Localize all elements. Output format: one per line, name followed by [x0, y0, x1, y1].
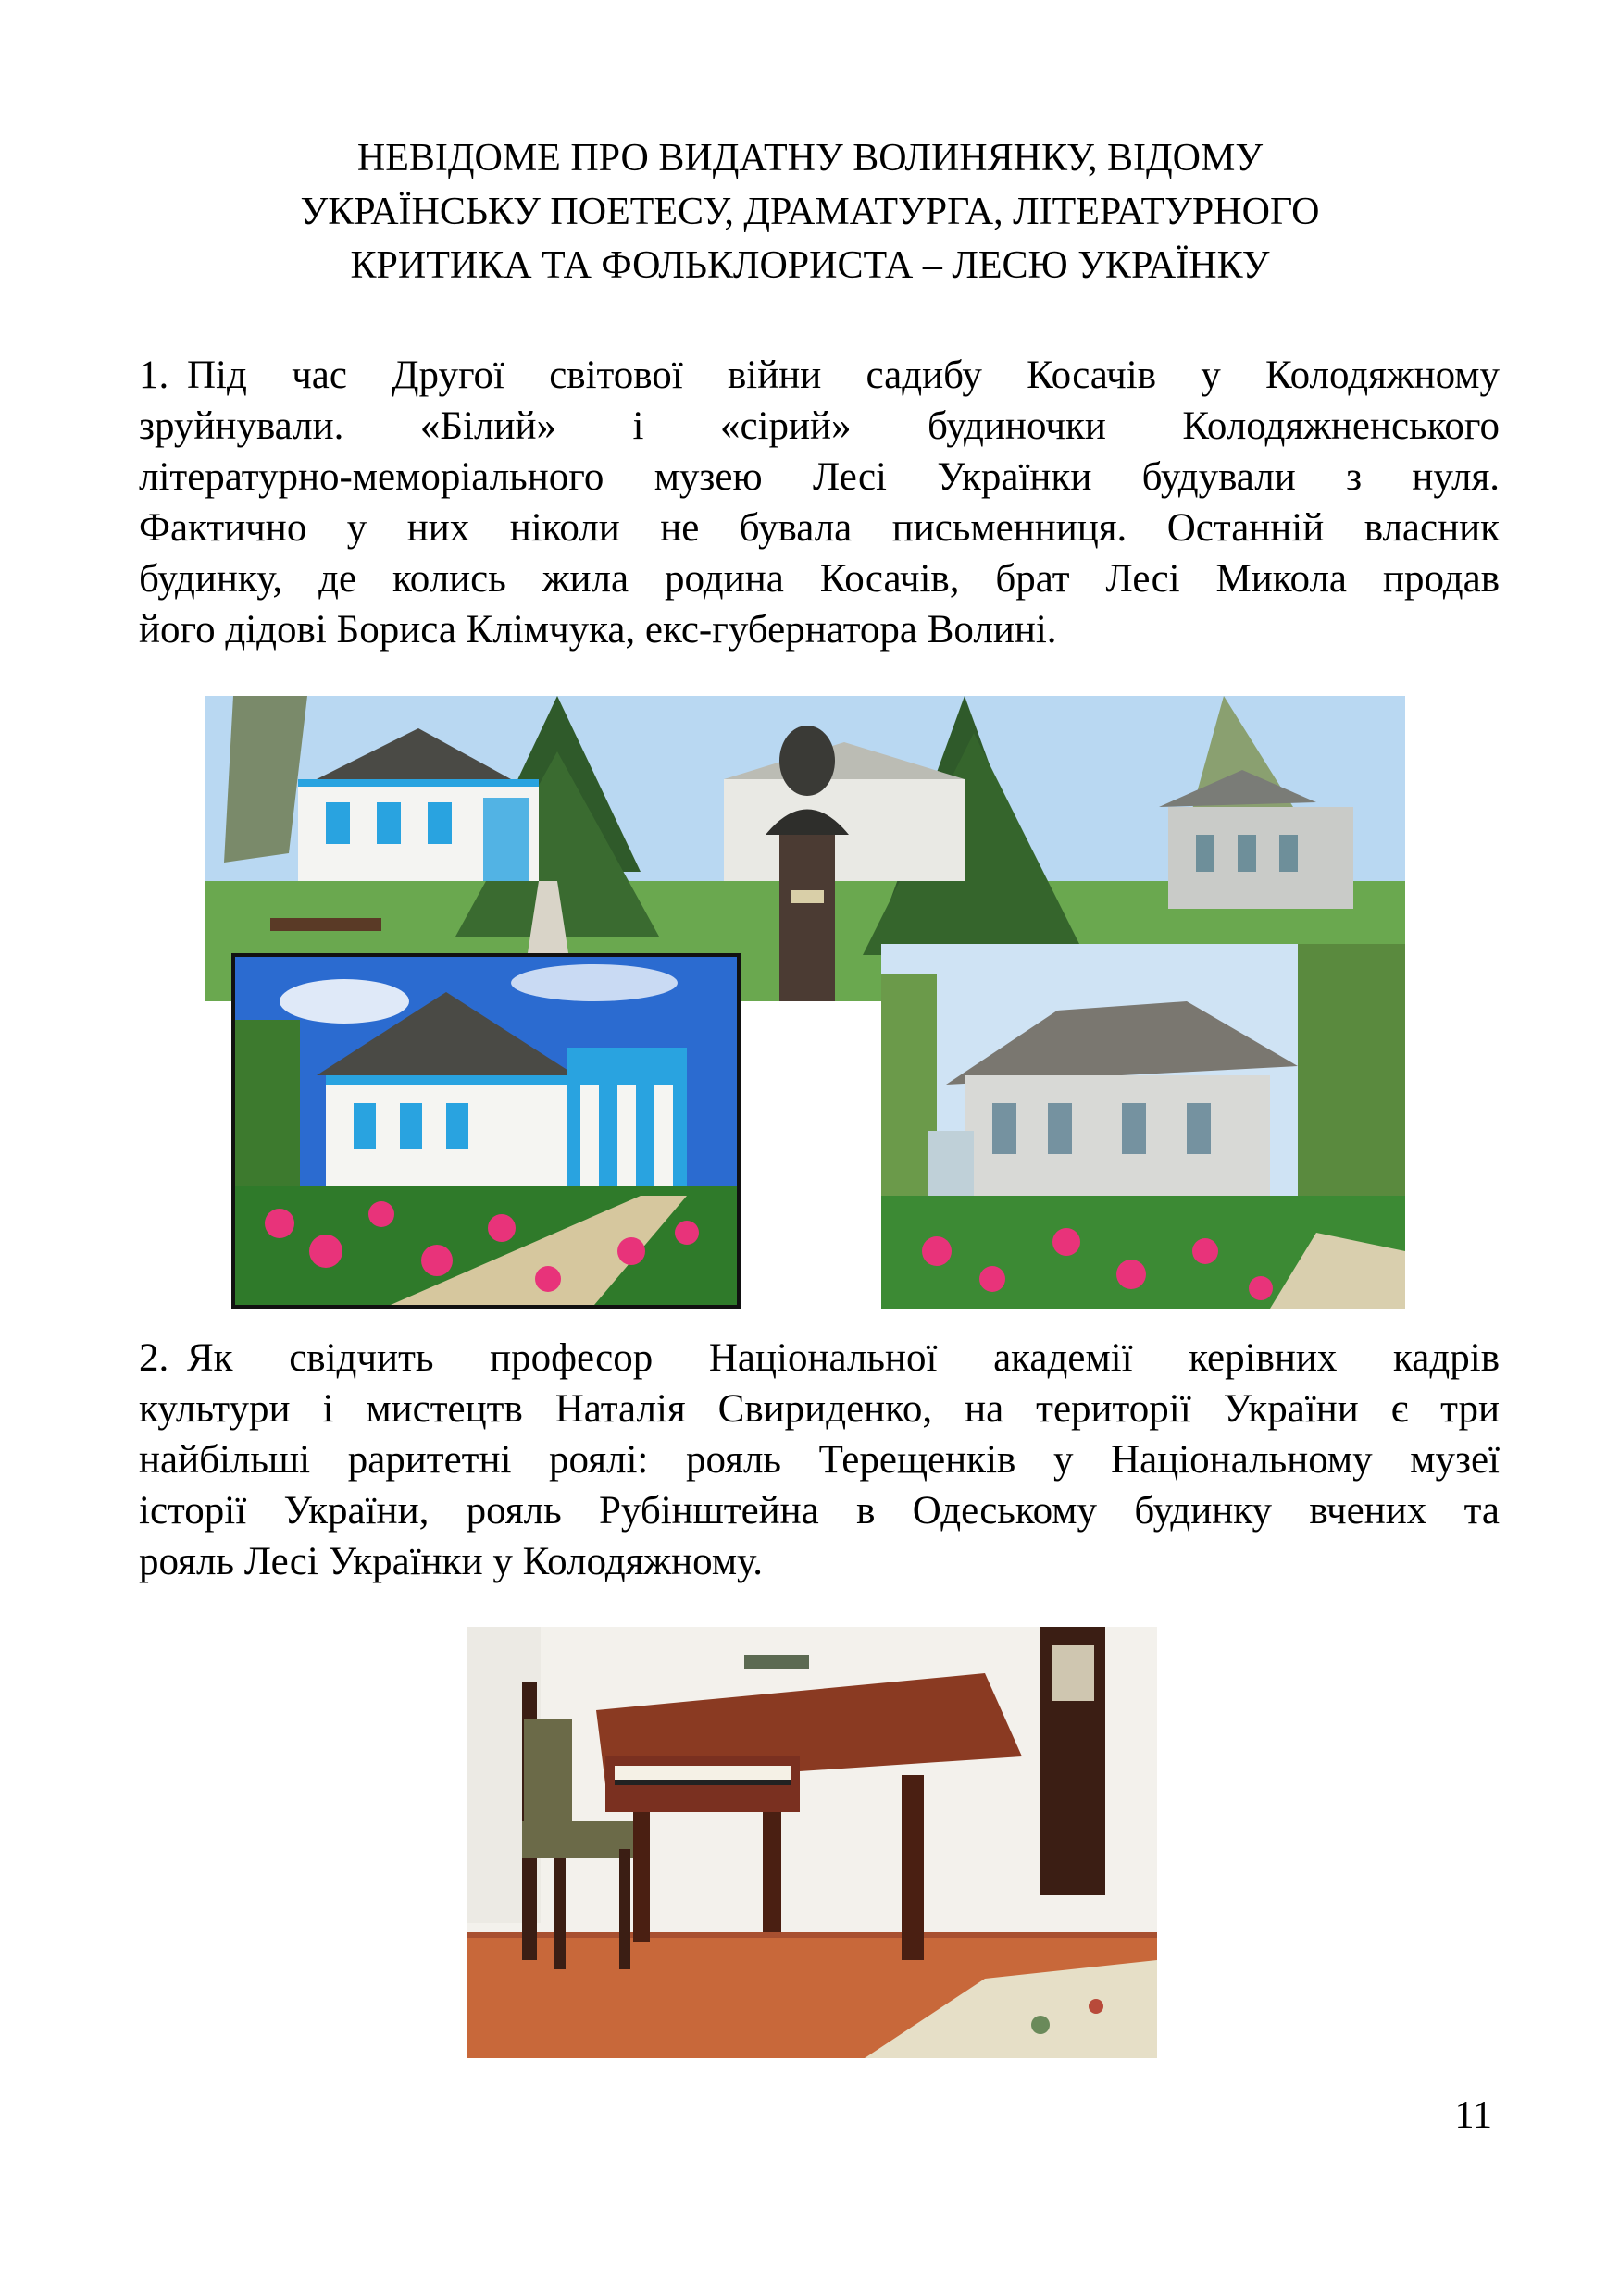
- page-number: 11: [1454, 2094, 1492, 2137]
- fact-2-line-3: найбільші раритетні роялі: рояль Терещенків у Національному музеї: [139, 1438, 1500, 1482]
- museum-estate-photo-collage: [205, 696, 1405, 1309]
- fact-1-line-1: 1. Під час Другої світової війни садибу Косачів у Колодяжному: [139, 350, 1500, 401]
- page-title: [139, 131, 1481, 292]
- fact-1-line-3: літературно-меморіального музею Лесі Українки будували з нуля.: [139, 455, 1500, 499]
- fact-1-number: 1.: [139, 354, 169, 397]
- fact-2-line-2: культури і мистецтв Наталія Свириденко, на території України є три: [139, 1387, 1500, 1431]
- title-line-2: УКРАЇНСЬКУ ПОЕТЕСУ, ДРАМАТУРГА, ЛІТЕРАТУРНОГО: [300, 191, 1320, 233]
- fact-1-line-6: його дідові Бориса Клімчука, екс-губернатора Волині.: [139, 608, 1057, 652]
- fact-1-paragraph: [139, 350, 1500, 655]
- fact-2-number: 2.: [139, 1336, 169, 1380]
- grand-piano-photo: [467, 1627, 1157, 2058]
- fact-2-line-4: історії України, рояль Рубінштейна в Одеському будинку вчених та: [139, 1489, 1500, 1533]
- fact-1-line-5: будинку, де колись жила родина Косачів, брат Лесі Микола продав: [139, 557, 1500, 601]
- fact-2-paragraph: [139, 1333, 1500, 1587]
- grey-house-photo: [881, 944, 1405, 1309]
- white-house-photo: [231, 953, 741, 1309]
- fact-1-line-2: зруйнували. «Білий» і «сірий» будиночки Колодяжненського: [139, 404, 1500, 448]
- title-line-1: НЕВІДОМЕ ПРО ВИДАТНУ ВОЛИНЯНКУ, ВІДОМУ: [356, 137, 1264, 180]
- title-line-3: КРИТИКА ТА ФОЛЬКЛОРИСТА – ЛЕСЮ УКРАЇНКУ: [350, 244, 1270, 287]
- fact-2-line-5: рояль Лесі Українки у Колодяжному.: [139, 1540, 763, 1583]
- fact-2-line-1: 2. Як свідчить професор Національної академії керівних кадрів: [139, 1333, 1500, 1384]
- fact-1-line-4: Фактично у них ніколи не бувала письменниця. Останній власник: [139, 506, 1500, 550]
